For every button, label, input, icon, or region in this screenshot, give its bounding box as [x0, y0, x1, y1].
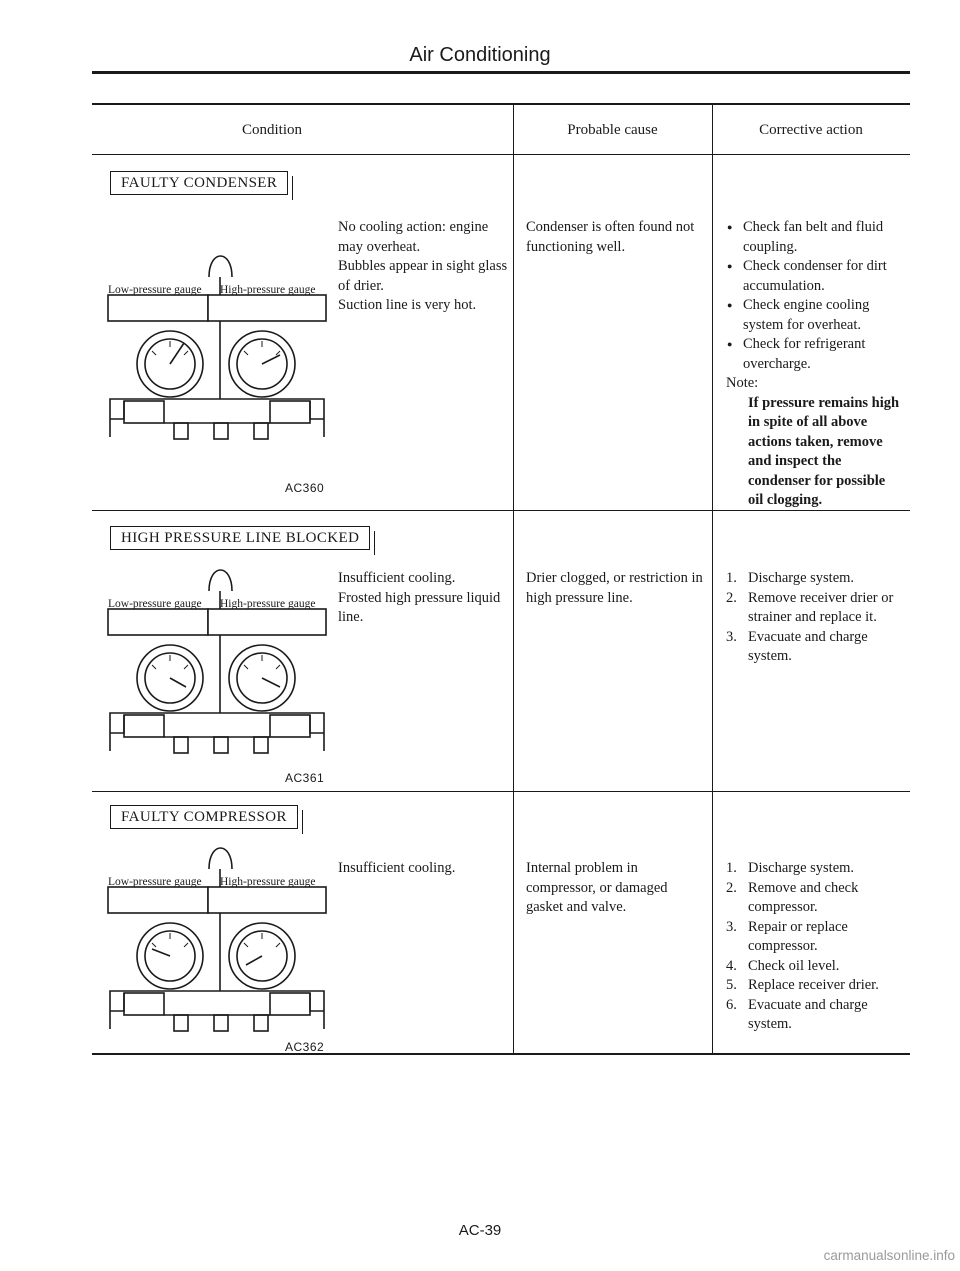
table-top-rule: [92, 103, 910, 105]
gauge-manifold-figure: [104, 841, 330, 1041]
symptom-text: Bubbles appear in sight glass of drier.: [338, 258, 508, 294]
action-step: [726, 976, 904, 996]
step-text: Discharge system.: [748, 570, 855, 586]
figure-code: AC360: [285, 481, 325, 495]
action-step: [726, 996, 904, 1035]
step-text: Evacuate and charge system.: [748, 996, 868, 1032]
low-pressure-gauge-label: Low-pressure gauge: [108, 876, 202, 888]
symptom-text: Frosted high pressure liquid line.: [338, 589, 501, 625]
symptom-text: Insufficient cooling.: [338, 570, 456, 586]
high-pressure-gauge-label: High-pressure gauge: [220, 598, 316, 610]
title-rule: [92, 71, 910, 74]
note: [726, 374, 904, 511]
gauge-manifold-figure: [104, 563, 330, 763]
column-divider: [712, 103, 713, 1053]
low-pressure-gauge-label: Low-pressure gauge: [108, 284, 202, 296]
action-item: ● Check for refrigerant overcharge.: [726, 335, 904, 374]
page-number: AC-39: [458, 1222, 502, 1239]
action-step: [726, 859, 904, 879]
action-item: ● Check engine cooling system for overheat.: [726, 296, 904, 335]
low-pressure-gauge-label: Low-pressure gauge: [108, 598, 202, 610]
step-number: 1.: [726, 570, 737, 586]
step-number: 2.: [726, 879, 737, 896]
step-text: Repair or replace compressor.: [748, 918, 848, 954]
action-step: [726, 589, 904, 628]
condition-symptoms: [338, 859, 510, 879]
watermark: carmanualsonline.info: [823, 1248, 955, 1263]
probable-cause: Condenser is often found not functioning well.: [526, 219, 695, 255]
step-text: Evacuate and charge system.: [748, 628, 868, 664]
probable-cause: Drier clogged, or restriction in high pressure line.: [526, 570, 703, 606]
symptom-text: Suction line is very hot.: [338, 297, 477, 313]
action-item: ● Check condenser for dirt accumulation.: [726, 257, 904, 296]
page-title: Air Conditioning: [409, 44, 551, 66]
condition-label: HIGH PRESSURE LINE BLOCKED: [110, 526, 370, 550]
action-item: ● Check fan belt and fluid coupling.: [726, 218, 904, 257]
table-bottom-rule: [92, 1053, 910, 1055]
condition-symptoms: [338, 218, 510, 316]
symptom-text: No cooling action: engine may overheat.: [338, 219, 489, 255]
column-header-corrective-action: Corrective action: [759, 122, 863, 138]
column-header-probable-cause: Probable cause: [567, 122, 658, 138]
corrective-action: [726, 218, 904, 511]
gauge-manifold-figure: [104, 249, 330, 449]
column-header-condition: Condition: [241, 122, 302, 138]
step-number: 5.: [726, 977, 737, 993]
step-text: Replace receiver drier.: [748, 977, 879, 993]
step-text: Check oil level.: [748, 957, 840, 974]
action-step: [726, 957, 904, 977]
high-pressure-gauge-label: High-pressure gauge: [220, 284, 316, 296]
note-text: If pressure remains high in spite of all above actions taken, remove and inspect the condenser for possible oil clogging.: [748, 394, 900, 508]
corrective-action: [726, 569, 904, 667]
note-label: Note:: [726, 375, 759, 391]
figure-code: AC362: [285, 1040, 325, 1054]
column-divider: [513, 103, 514, 1053]
action-step: [726, 879, 904, 918]
action-step: [726, 569, 904, 589]
condition-label: FAULTY CONDENSER: [110, 171, 288, 195]
probable-cause: Internal problem in compressor, or damaged gasket and valve.: [526, 860, 668, 915]
table-header-rule: [92, 154, 910, 155]
high-pressure-gauge-label: High-pressure gauge: [220, 876, 316, 888]
step-number: 3.: [726, 918, 737, 935]
step-number: 2.: [726, 589, 737, 606]
step-text: Discharge system.: [748, 860, 855, 876]
figure-code: AC361: [285, 771, 325, 785]
diagnosis-table: [92, 103, 910, 1055]
step-number: 6.: [726, 996, 737, 1013]
step-number: 4.: [726, 957, 737, 974]
corrective-action: [726, 859, 904, 1035]
row-divider: [92, 791, 910, 792]
action-step: [726, 918, 904, 957]
action-step: [726, 628, 904, 667]
condition-symptoms: [338, 569, 510, 628]
symptom-text: Insufficient cooling.: [338, 860, 456, 876]
condition-label: FAULTY COMPRESSOR: [110, 805, 298, 829]
step-text: Remove and check compressor.: [748, 879, 859, 915]
step-text: Remove receiver drier or strainer and replace it.: [748, 589, 894, 625]
step-number: 1.: [726, 860, 737, 876]
step-number: 3.: [726, 628, 737, 645]
